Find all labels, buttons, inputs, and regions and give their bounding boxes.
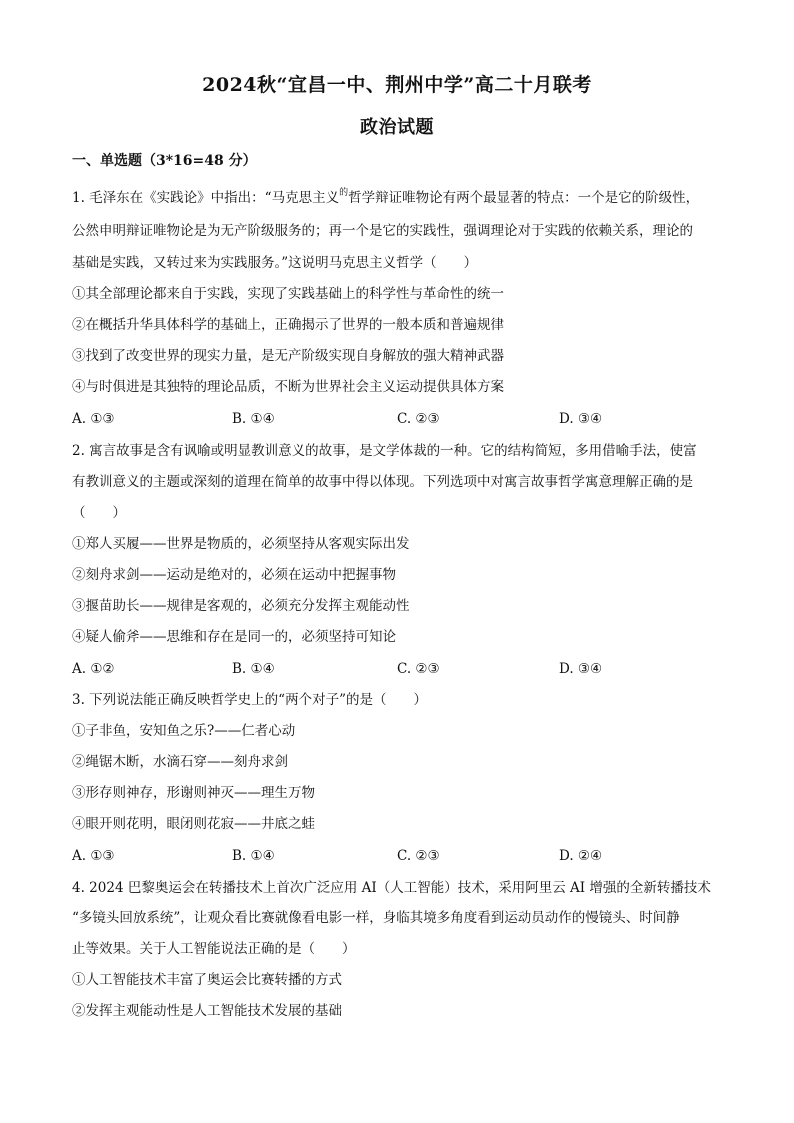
q2-option-a[interactable]: A. ①② [72, 661, 115, 677]
q2-option-b[interactable]: B. ①④ [232, 661, 275, 677]
q3-option-c[interactable]: C. ②③ [397, 848, 440, 864]
q4-stem-line-3: 止等效果。关于人工智能说法正确的是（ ） [72, 941, 356, 957]
q4-statement-1: ①人工智能技术丰富了奥运会比赛转播的方式 [72, 972, 342, 988]
q2-statement-1: ①郑人买履——世界是物质的，必须坚持从客观实际出发 [72, 536, 410, 552]
q2-stem-line-1: 2. 寓言故事是含有讽喻或明显教训意义的故事，是文学体裁的一种。它的结构简短，多用借喻手法，使富 [72, 443, 697, 459]
q1-stem-line-1: 1. 毛泽东在《实践论》中指出：“马克思主义$^的$哲学辩证唯物论有两个最显著的特点：一个是它的阶级性， [72, 188, 700, 206]
q2-statement-2: ②刻舟求剑——运动是绝对的，必须在运动中把握事物 [72, 567, 396, 583]
q2-option-d[interactable]: D. ③④ [559, 661, 603, 677]
q1-option-c[interactable]: C. ②③ [397, 411, 440, 427]
q3-statement-4: ④眼开则花明，眼闭则花寂——井底之蛙 [72, 816, 315, 832]
q1-option-a[interactable]: A. ①③ [72, 411, 115, 427]
q1-stem-line-2: 公然申明辩证唯物论是为无产阶级服务的；再一个是它的实践性，强调理论对于实践的依赖关系，理论的 [72, 223, 693, 239]
q4-stem-line-2: “多镜头回放系统”，让观众看比赛就像看电影一样，身临其境多角度看到运动员动作的慢镜头、时间静 [72, 910, 680, 926]
q3-statement-3: ③形存则神存，形谢则神灭——理生万物 [72, 785, 315, 801]
q1-option-b[interactable]: B. ①④ [232, 411, 275, 427]
exam-title: 2024秋“宜昌一中、荆州中学”高二十月联考 [202, 74, 592, 96]
q3-option-b[interactable]: B. ①④ [232, 848, 275, 864]
exam-subtitle: 政治试题 [360, 117, 434, 138]
q2-options [72, 659, 732, 679]
q3-statement-2: ②绳锯木断，水滴石穿——刻舟求剑 [72, 754, 288, 770]
q4-statement-2: ②发挥主观能动性是人工智能技术发展的基础 [72, 1003, 342, 1019]
q3-option-d[interactable]: D. ②④ [559, 848, 603, 864]
q2-stem-line-2: 有教训意义的主题或深刻的道理在简单的故事中得以体现。下列选项中对寓言故事哲学寓意理解正确的是 [72, 474, 693, 490]
q1-stem-line-3: 基础是实践，又转过来为实践服务。”这说明马克思主义哲学（ ） [72, 255, 478, 271]
q1-options [72, 409, 732, 429]
q2-statement-3: ③揠苗助长——规律是客观的，必须充分发挥主观能动性 [72, 598, 410, 614]
q1-statement-4: ④与时俱进是其独特的理论品质，不断为世界社会主义运动提供具体方案 [72, 379, 504, 395]
q1-statement-2: ②在概括升华具体科学的基础上，正确揭示了世界的一般本质和普遍规律 [72, 317, 504, 333]
q2-statement-4: ④疑人偷斧——思维和存在是同一的，必须坚持可知论 [72, 629, 396, 645]
q2-stem-line-3: （ ） [72, 505, 126, 521]
section-heading: 一、单选题（3*16=48 分） [72, 153, 257, 169]
q1-statement-1: ①其全部理论都来自于实践，实现了实践基础上的科学性与革命性的统一 [72, 286, 504, 302]
q4-stem-line-1: 4. 2024 巴黎奥运会在转播技术上首次广泛应用 AI（人工智能）技术，采用阿里云 AI 增强的全新转播技术 [72, 880, 711, 896]
q3-statement-1: ①子非鱼，安知鱼之乐?——仁者心动 [72, 723, 296, 739]
q3-stem-line-1: 3. 下列说法能正确反映哲学史上的“两个对子”的是（ ） [72, 692, 427, 708]
q1-option-d[interactable]: D. ③④ [559, 411, 603, 427]
q1-statement-3: ③找到了改变世界的现实力量，是无产阶级实现自身解放的强大精神武器 [72, 348, 504, 364]
q3-option-a[interactable]: A. ①③ [72, 848, 115, 864]
q2-option-c[interactable]: C. ②③ [397, 661, 440, 677]
q3-options [72, 846, 732, 866]
